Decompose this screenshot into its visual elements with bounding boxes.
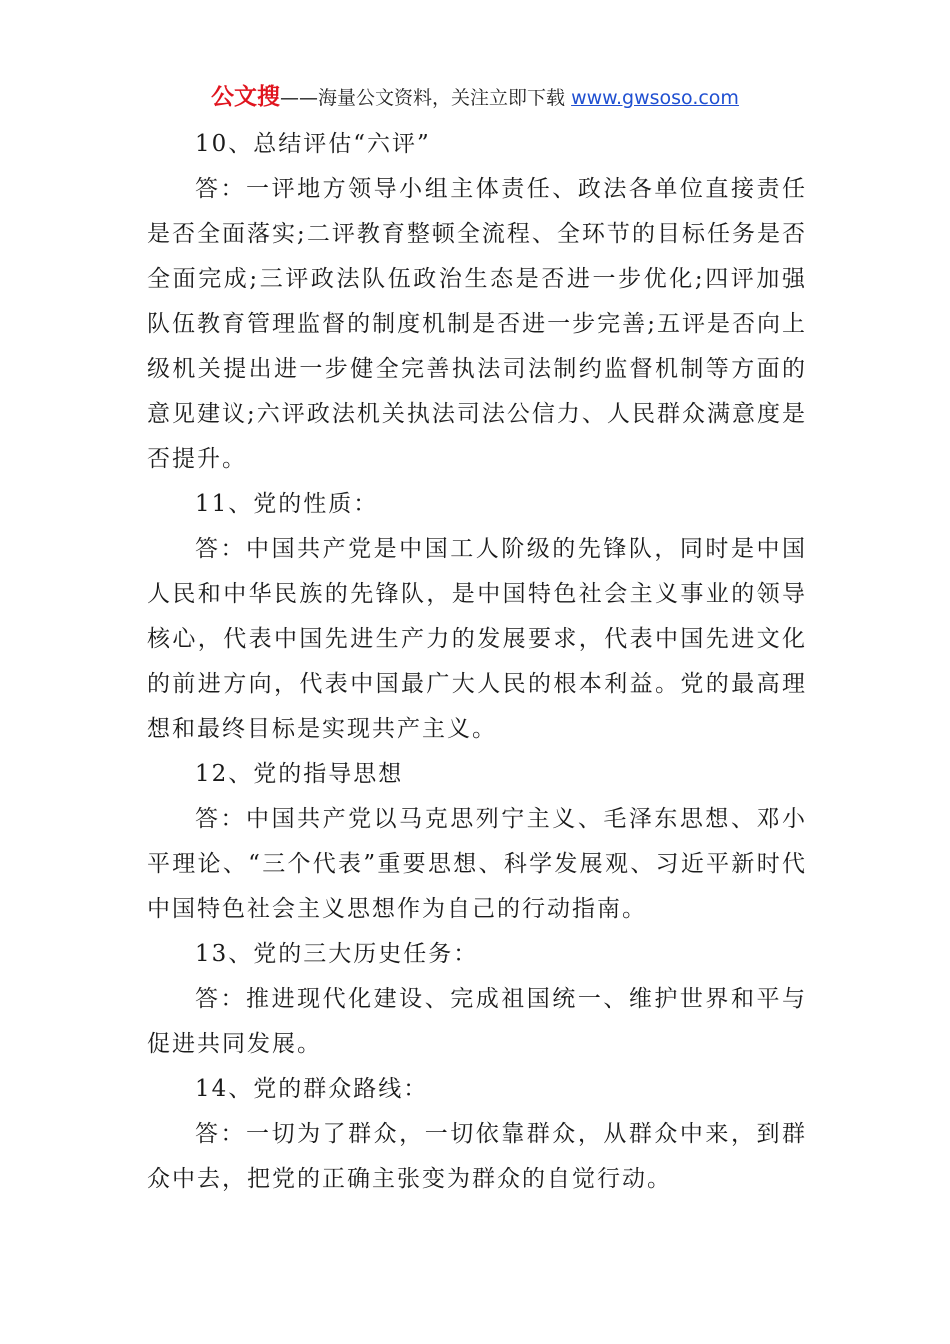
answer-paragraph: 答：中国共产党以马克思列宁主义、毛泽东思想、邓小平理论、“三个代表”重要思想、科学发展观、习近平新时代中国特色社会主义思想作为自己的行动指南。 [147, 806, 807, 922]
website-link[interactable]: www.gwsoso.com [571, 87, 739, 109]
brand-logo-text: 公文搜 [211, 84, 281, 110]
header-tagline: ——海量公文资料，关注立即下载 [280, 87, 572, 109]
answer-paragraph: 答：一切为了群众，一切依靠群众，从群众中来，到群众中去，把党的正确主张变为群众的自觉行动。 [147, 1121, 807, 1192]
page-header [0, 82, 950, 113]
answer-paragraph: 答：中国共产党是中国工人阶级的先锋队，同时是中国人民和中华民族的先锋队，是中国特色社会主义事业的领导核心，代表中国先进生产力的发展要求，代表中国先进文化的前进方向，代表中国最广大人民的根本利益。党的最高理想和最终目标是实现共产主义。 [147, 536, 807, 742]
answer-paragraph: 答：一评地方领导小组主体责任、政法各单位直接责任是否全面落实;二评教育整顿全流程、全环节的目标任务是否全面完成;三评政法队伍政治生态是否进一步优化;四评加强队伍教育管理监督的制度机制是否进一步完善;五评是否向上级机关提出进一步健全完善执法司法制约监督机制等方面的意见建议;六评政法机关执法司法公信力、人民群众满意度是否提升。 [147, 176, 807, 472]
question-heading: 11、党的性质： [195, 491, 379, 517]
question-heading: 12、党的指导思想 [195, 761, 404, 787]
answer-paragraph: 答：推进现代化建设、完成祖国统一、维护世界和平与促进共同发展。 [147, 986, 807, 1057]
question-heading: 10、总结评估“六评” [195, 131, 431, 157]
document-body [147, 122, 807, 1202]
question-heading: 14、党的群众路线： [195, 1076, 429, 1102]
question-heading: 13、党的三大历史任务： [195, 941, 479, 967]
